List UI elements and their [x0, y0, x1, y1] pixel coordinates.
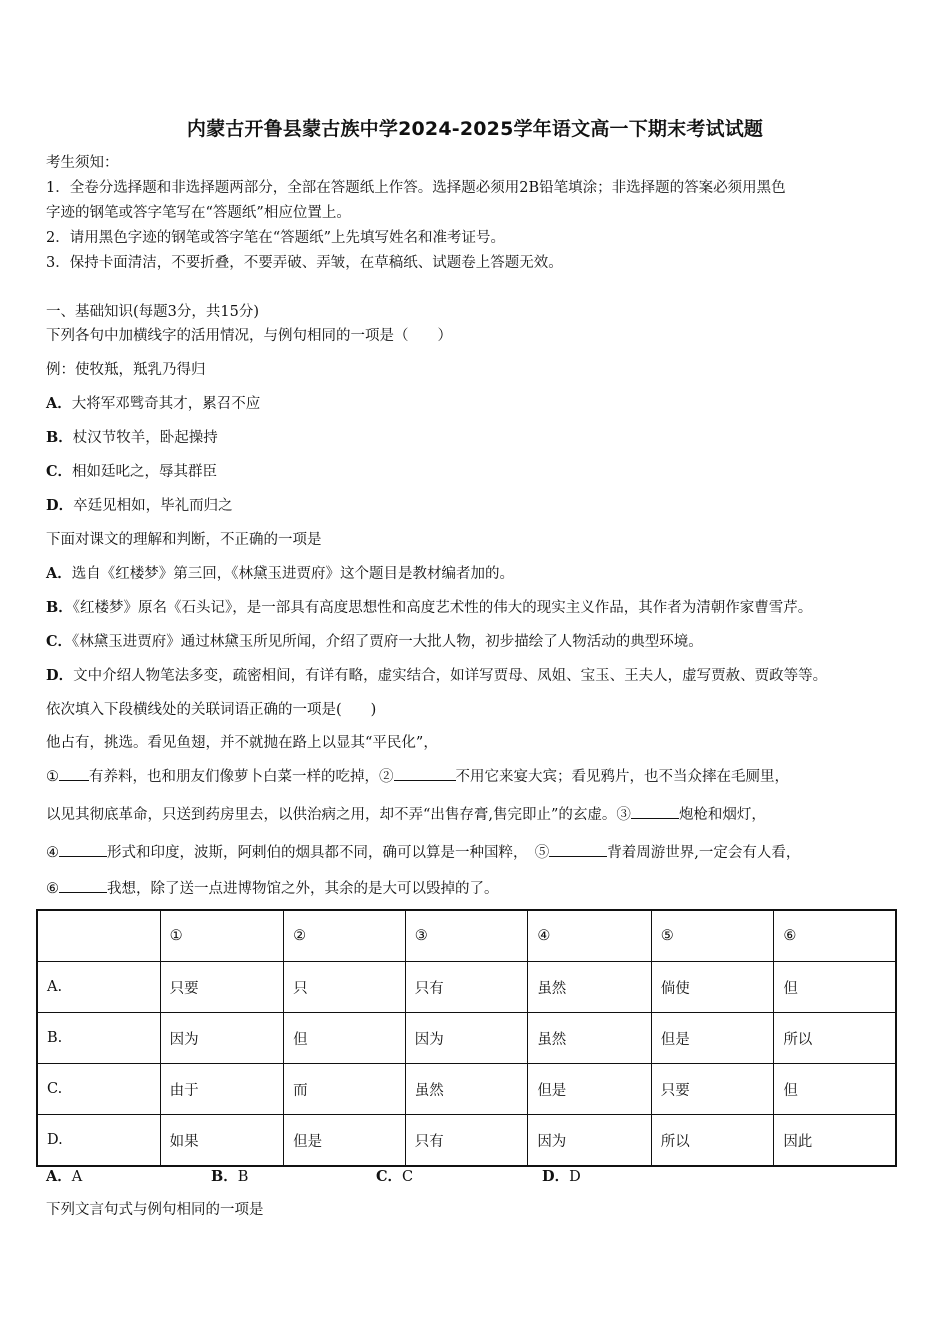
table-cell: 由于 — [160, 1064, 283, 1115]
table-cell: 只要 — [651, 1064, 774, 1115]
row-label-cell: D. — [37, 1115, 160, 1167]
q2-option-d — [46, 666, 827, 686]
row-label-cell: B. — [37, 1013, 160, 1064]
q3-choice-c[interactable] — [376, 1165, 413, 1186]
passage-text: 不用它来宴大宾；看见鸦片，也不当众摔在毛厕里， — [455, 769, 789, 785]
choice-label: A． — [46, 1168, 72, 1185]
option-label: A． — [46, 395, 72, 412]
option-label: C． — [46, 633, 73, 650]
q3-passage-line-2 — [46, 766, 789, 787]
table-header-cell: ③ — [405, 910, 528, 962]
table-row — [37, 1064, 896, 1115]
table-cell: 虽然 — [528, 962, 651, 1013]
notice-line-2: 2．请用黑色字迹的钢笔或答字笔在“答题纸”上先填写姓名和准考证号。 — [46, 230, 506, 246]
table-cell: 所以 — [774, 1013, 896, 1064]
passage-text: 炮枪和烟灯， — [678, 807, 766, 823]
table-row — [37, 1013, 896, 1064]
row-label-cell: A. — [37, 962, 160, 1013]
option-text: 文中介绍人物笔法多变，疏密相间，有详有略，虚实结合，如详写贾母、凤姐、宝玉、王夫人，虚写贾赦、贾政等等。 — [73, 668, 828, 684]
table-header-cell: ⑥ — [774, 910, 896, 962]
passage-text: 以见其彻底革命，只送到药房里去，以供治病之用，却不弄“出售存膏,售完即止”的玄虚。③ — [46, 807, 631, 823]
notice-line-3: 3．保持卡面清洁，不要折叠，不要弄破、弄皱，在草稿纸、试题卷上答题无效。 — [46, 255, 563, 271]
table-cell: 但 — [774, 1064, 896, 1115]
answer-options-table — [36, 909, 897, 1167]
choice-text: C — [402, 1169, 414, 1185]
table-header-cell: ④ — [528, 910, 651, 962]
option-text: 大将军邓骘奇其才，累召不应 — [71, 396, 261, 412]
q1-option-d — [46, 496, 233, 516]
table-cell: 所以 — [651, 1115, 774, 1167]
table-cell: 倘使 — [651, 962, 774, 1013]
table-cell: 但是 — [284, 1115, 406, 1167]
table-cell: 只有 — [405, 962, 528, 1013]
table-cell: 如果 — [160, 1115, 283, 1167]
section-heading: 一、基础知识(每题3分，共15分) — [46, 304, 259, 320]
q1-stem: 下列各句中加横线字的活用情况，与例句相同的一项是（ ） — [46, 328, 452, 344]
q4-stem: 下列文言句式与例句相同的一项是 — [46, 1202, 264, 1218]
option-text: 相如廷叱之，辱其群臣 — [72, 464, 218, 480]
table-cell: 虽然 — [528, 1013, 651, 1064]
choice-text: D — [569, 1169, 581, 1185]
q3-choice-b[interactable] — [211, 1165, 248, 1186]
q2-stem: 下面对课文的理解和判断，不正确的一项是 — [46, 532, 322, 548]
option-label: B． — [46, 599, 73, 616]
choice-text: A — [71, 1169, 83, 1185]
blank-3 — [631, 804, 679, 819]
table-cell: 只有 — [405, 1115, 528, 1167]
passage-text: 有养料，也和朋友们像萝卜白菜一样的吃掉，② — [89, 769, 394, 785]
blank-4 — [59, 842, 107, 857]
option-label: C． — [46, 463, 73, 480]
page-title: 内蒙古开鲁县蒙古族中学2024-2025学年语文高一下期末考试试题 — [186, 118, 764, 140]
option-label: A． — [46, 565, 72, 582]
choice-label: D． — [542, 1168, 570, 1185]
blank-number: ④ — [46, 845, 59, 861]
q2-option-a — [46, 564, 514, 584]
option-text: 杖汉节牧羊，卧起操持 — [72, 430, 218, 446]
option-text: 《林黛玉进贾府》通过林黛玉所见所闻，介绍了贾府一大批人物，初步描绘了人物活动的典型环境。 — [72, 634, 703, 650]
table-cell: 而 — [284, 1064, 406, 1115]
choice-label: B． — [211, 1168, 238, 1185]
option-text: 卒廷见相如，毕礼而归之 — [73, 498, 233, 514]
q2-option-b — [46, 598, 812, 618]
blank-1 — [59, 766, 89, 781]
passage-text: 形式和印度，波斯，阿剌伯的烟具都不同，确可以算是一种国粹， ⑤ — [107, 845, 550, 861]
table-header-cell: ② — [284, 910, 406, 962]
passage-text: 我想，除了送一点进博物馆之外，其余的是大可以毁掉的了。 — [107, 881, 499, 897]
q3-stem: 依次填入下段横线处的关联词语正确的一项是( ) — [46, 702, 377, 718]
table-cell: 只 — [284, 962, 406, 1013]
blank-6 — [59, 878, 107, 893]
choice-label: C． — [376, 1168, 403, 1185]
table-cell: 但 — [284, 1013, 406, 1064]
option-label: D． — [46, 497, 74, 514]
table-row — [37, 962, 896, 1013]
q3-choice-a[interactable] — [46, 1165, 82, 1186]
q1-example: 例：使牧羝，羝乳乃得归 — [46, 362, 206, 378]
table-cell: 但是 — [651, 1013, 774, 1064]
option-text: 选自《红楼梦》第三回，《林黛玉进贾府》这个题目是教材编者加的。 — [71, 566, 515, 582]
blank-5 — [549, 842, 607, 857]
q3-passage-line-1: 他占有，挑选。看见鱼翅，并不就抛在路上以显其“平民化”， — [46, 735, 438, 751]
table-row — [37, 1115, 896, 1167]
q3-passage-line-3 — [46, 804, 766, 825]
table-cell: 因为 — [160, 1013, 283, 1064]
q1-option-c — [46, 462, 217, 482]
table-cell: 但 — [774, 962, 896, 1013]
table-header-cell — [37, 910, 160, 962]
option-label: B． — [46, 429, 73, 446]
q2-option-c — [46, 632, 703, 652]
table-cell: 虽然 — [405, 1064, 528, 1115]
q3-passage-line-4 — [46, 842, 800, 863]
table-header-cell: ① — [160, 910, 283, 962]
table-cell: 因为 — [528, 1115, 651, 1167]
table-cell: 只要 — [160, 962, 283, 1013]
passage-text: 背着周游世界,一定会有人看， — [607, 845, 801, 861]
table-cell: 但是 — [528, 1064, 651, 1115]
row-label-cell: C. — [37, 1064, 160, 1115]
table-header-cell: ⑤ — [651, 910, 774, 962]
blank-number: ⑥ — [46, 881, 59, 897]
option-text: 《红楼梦》原名《石头记》，是一部具有高度思想性和高度艺术性的伟大的现实主义作品，其作者为清朝作家曹雪芹。 — [72, 600, 813, 616]
q1-option-a — [46, 394, 260, 414]
table-cell: 因此 — [774, 1115, 896, 1167]
q3-choice-d[interactable] — [542, 1165, 581, 1186]
blank-number: ① — [46, 769, 59, 785]
notice-line-1a: 1．全卷分选择题和非选择题两部分，全部在答题纸上作答。选择题必须用2B铅笔填涂；非选择题的答案必须用黑色 — [46, 180, 786, 196]
q3-passage-line-5 — [46, 878, 499, 899]
table-header-row — [37, 910, 896, 962]
notice-line-1b: 字迹的钢笔或答字笔写在“答题纸”相应位置上。 — [46, 205, 351, 221]
table-cell: 因为 — [405, 1013, 528, 1064]
blank-2 — [394, 766, 456, 781]
choice-text: B — [237, 1169, 249, 1185]
option-label: D． — [46, 667, 74, 684]
notice-heading: 考生须知： — [46, 155, 119, 171]
q1-option-b — [46, 428, 218, 448]
